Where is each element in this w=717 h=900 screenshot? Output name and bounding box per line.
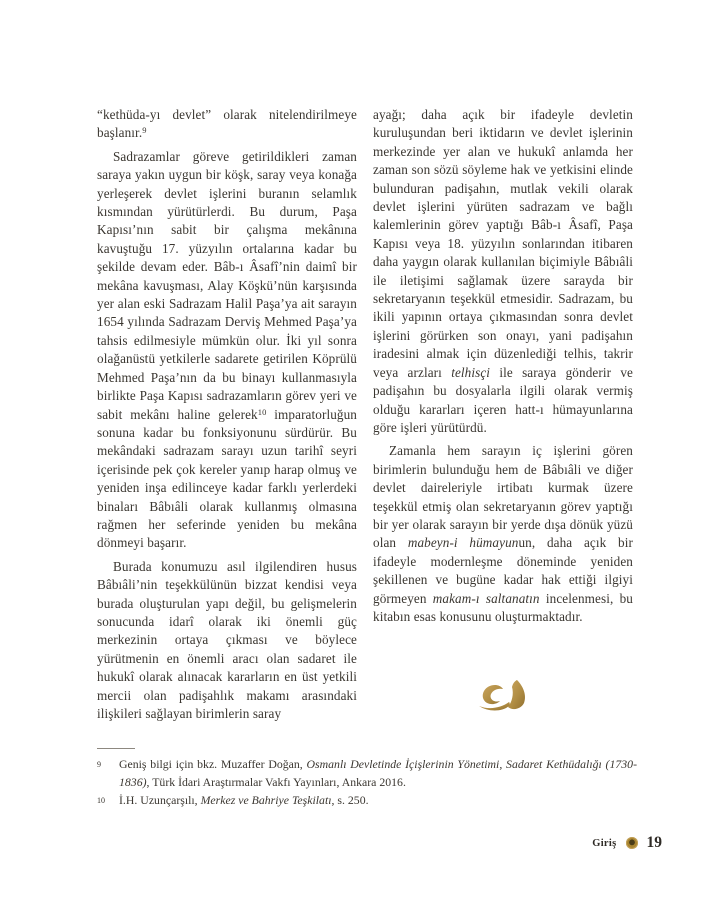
paragraph: [97, 148, 357, 553]
footnote-text: [119, 757, 637, 789]
text-run: , s. 250.: [331, 792, 369, 807]
text-run: Zamanla hem sarayın iç işlerini gören birimlerin bulunduğu hem de Bâbıâli ve diğer devlet daireleriyle irtibatı kurmak üzere teşekkül etmiş olan sekretaryanın görev yaptığı bir yer olarak sarayın bir yerde dışa dönük yüzü olan: [373, 443, 633, 551]
footnote-list: [97, 756, 637, 809]
footnote: [97, 756, 637, 792]
paragraph: [97, 558, 357, 724]
text-run: Sadrazamlar göreve getirildikleri zaman saraya yakın uygun bir köşk, saray veya konağa yerleşerek devlet işlerini buranın selamlık kısmından yürütürlerdi. Bu durum, Paşa Kapısı’nın sabit bir çalışma mekânına kavuştuğu 17. yüzyılın ortalarına kadar bu şekilde devam eder. Bâb-ı Âsafî’nin daimî bir mekâna kavuşması, Alay Köşkü’nün karşısında yer alan eski Sadrazam Halil Paşa’ya ait sarayın 1654 yılında Sadrazam Derviş Mehmed Paşa’ya tahsis edilmesiyle mümkün olur. İki yıl sonra olağanüstü yetkilerle sadarete getirilen Köprülü Mehmed Paşa’nın da bu binayı kullanmasıyla birlikte Paşa Kapısı sadrazamların görev yeri ve sabit mekânı haline gelerek: [97, 148, 357, 422]
footnote-ref: 9: [142, 125, 147, 136]
medallion-icon: [626, 837, 638, 849]
footnote-marker: 9: [97, 760, 101, 769]
calligraphic-flourish-icon: [472, 678, 536, 718]
section-label: Giriş: [592, 837, 617, 849]
paragraph: [97, 106, 357, 143]
text-columns: [97, 106, 634, 723]
page-footer: [0, 834, 662, 852]
text-run: “kethüda-yı devlet” olarak nitelendirilmeye başlanır.: [97, 107, 357, 141]
paragraph: [373, 106, 633, 437]
italic-run: mabeyn-i hümayun: [407, 535, 519, 551]
text-run: Burada konumuzu asıl ilgilendiren husus Bâbıâli’nin teşekkülünün bizzat kendisi veya burada oluşturulan yapı değil, bu gelişmelerin sonucunda idarî olarak iki önemli güç merkezinin ortaya çıkması ve böylece yürütmenin en önemli aracı olan sadaret ile hukukî olarak alınacak kararların en üst yetkili mercii olan padişahlık makamı arasındaki ilişkileri sağlayan birimlerin saray: [97, 558, 357, 721]
footnote-area: [97, 748, 637, 809]
italic-run: Merkez ve Bahriye Teşkilatı: [200, 792, 332, 807]
footnote-marker: 10: [97, 795, 105, 805]
text-run: ayağı; daha açık bir ifadeyle devletin kuruluşundan beri iktidarın ve devlet işlerinin merkezinde yer alan ve hukukî anlamda her zaman son sözü söyleme hak ve yetkisini elinde bulunduran padişahın, mutlak vekili olarak devlet işlerini yürüten sadrazam ve bağlı kalemlerinin görev yaptığı Bâb-ı Âsafî, Paşa Kapısı veya 18. yüzyılın sonlarından itibaren daha yaygın olarak kullanılan biçimiyle Bâbıâli ile iletişimi sağlamak üzere sarayda bir sekretaryanın teşekkül etmesidir. Sadrazam, bu ikili yapının ortaya çıkmasından sonra devlet işlerini görürken son onayı, yani padişahın iradesini almak için düzenlediği telhis, takrir veya arzları: [373, 107, 633, 380]
text-run: imparatorluğun sonuna kadar bu fonksiyonunu sürdürür. Bu mekândaki sadrazam sarayı uzun tarihî seyri içerisinde pek çok kereler yanıp harap olmuş ve yeniden inşa edilinceye kadar farklı yerlerdeki binaları Bâbıâli olarak kullanmış olmasına rağmen her seferinde yeniden bu mekâna dönmeyi başarır.: [97, 406, 357, 551]
text-run: , Türk İdari Araştırmalar Vakfı Yayınları, Ankara 2016.: [146, 774, 406, 789]
left-column: [97, 106, 357, 723]
ornament-anchor: [373, 678, 634, 723]
italic-run: makam-ı saltanatın: [432, 590, 540, 606]
italic-run: Osmanlı Devletinde İçişlerinin Yönetimi, Sadaret Kethüdalığı (1730-1836): [119, 757, 638, 789]
text-run: incelenmesi, bu kitabın esas konusunu oluşturmaktadır.: [373, 590, 633, 624]
footnote-separator: [97, 748, 135, 749]
text-run: Geniş bilgi için bkz. Muzaffer Doğan,: [119, 757, 307, 771]
text-run: İ.H. Uzunçarşılı,: [119, 792, 201, 807]
right-column: [373, 106, 633, 723]
text-run: un, daha açık bir ifadeyle modernleşme döneminde yeniden şekillenen ve bugüne kadar hak ettiği ilgiyi görmeyen: [373, 535, 633, 606]
footnote-text: [119, 793, 369, 807]
text-run: ile saraya gönderir ve padişahın bu dosyalarla ilgili olarak vermiş olduğu kararları içeren hatt-ı hümayunlarına göre işleri yürütürdü.: [373, 364, 633, 435]
page-number: 19: [646, 834, 662, 851]
italic-run: telhisçi: [451, 364, 491, 380]
paragraph: [373, 442, 633, 626]
footnote: [97, 792, 637, 810]
footnote-ref: 10: [257, 406, 267, 417]
